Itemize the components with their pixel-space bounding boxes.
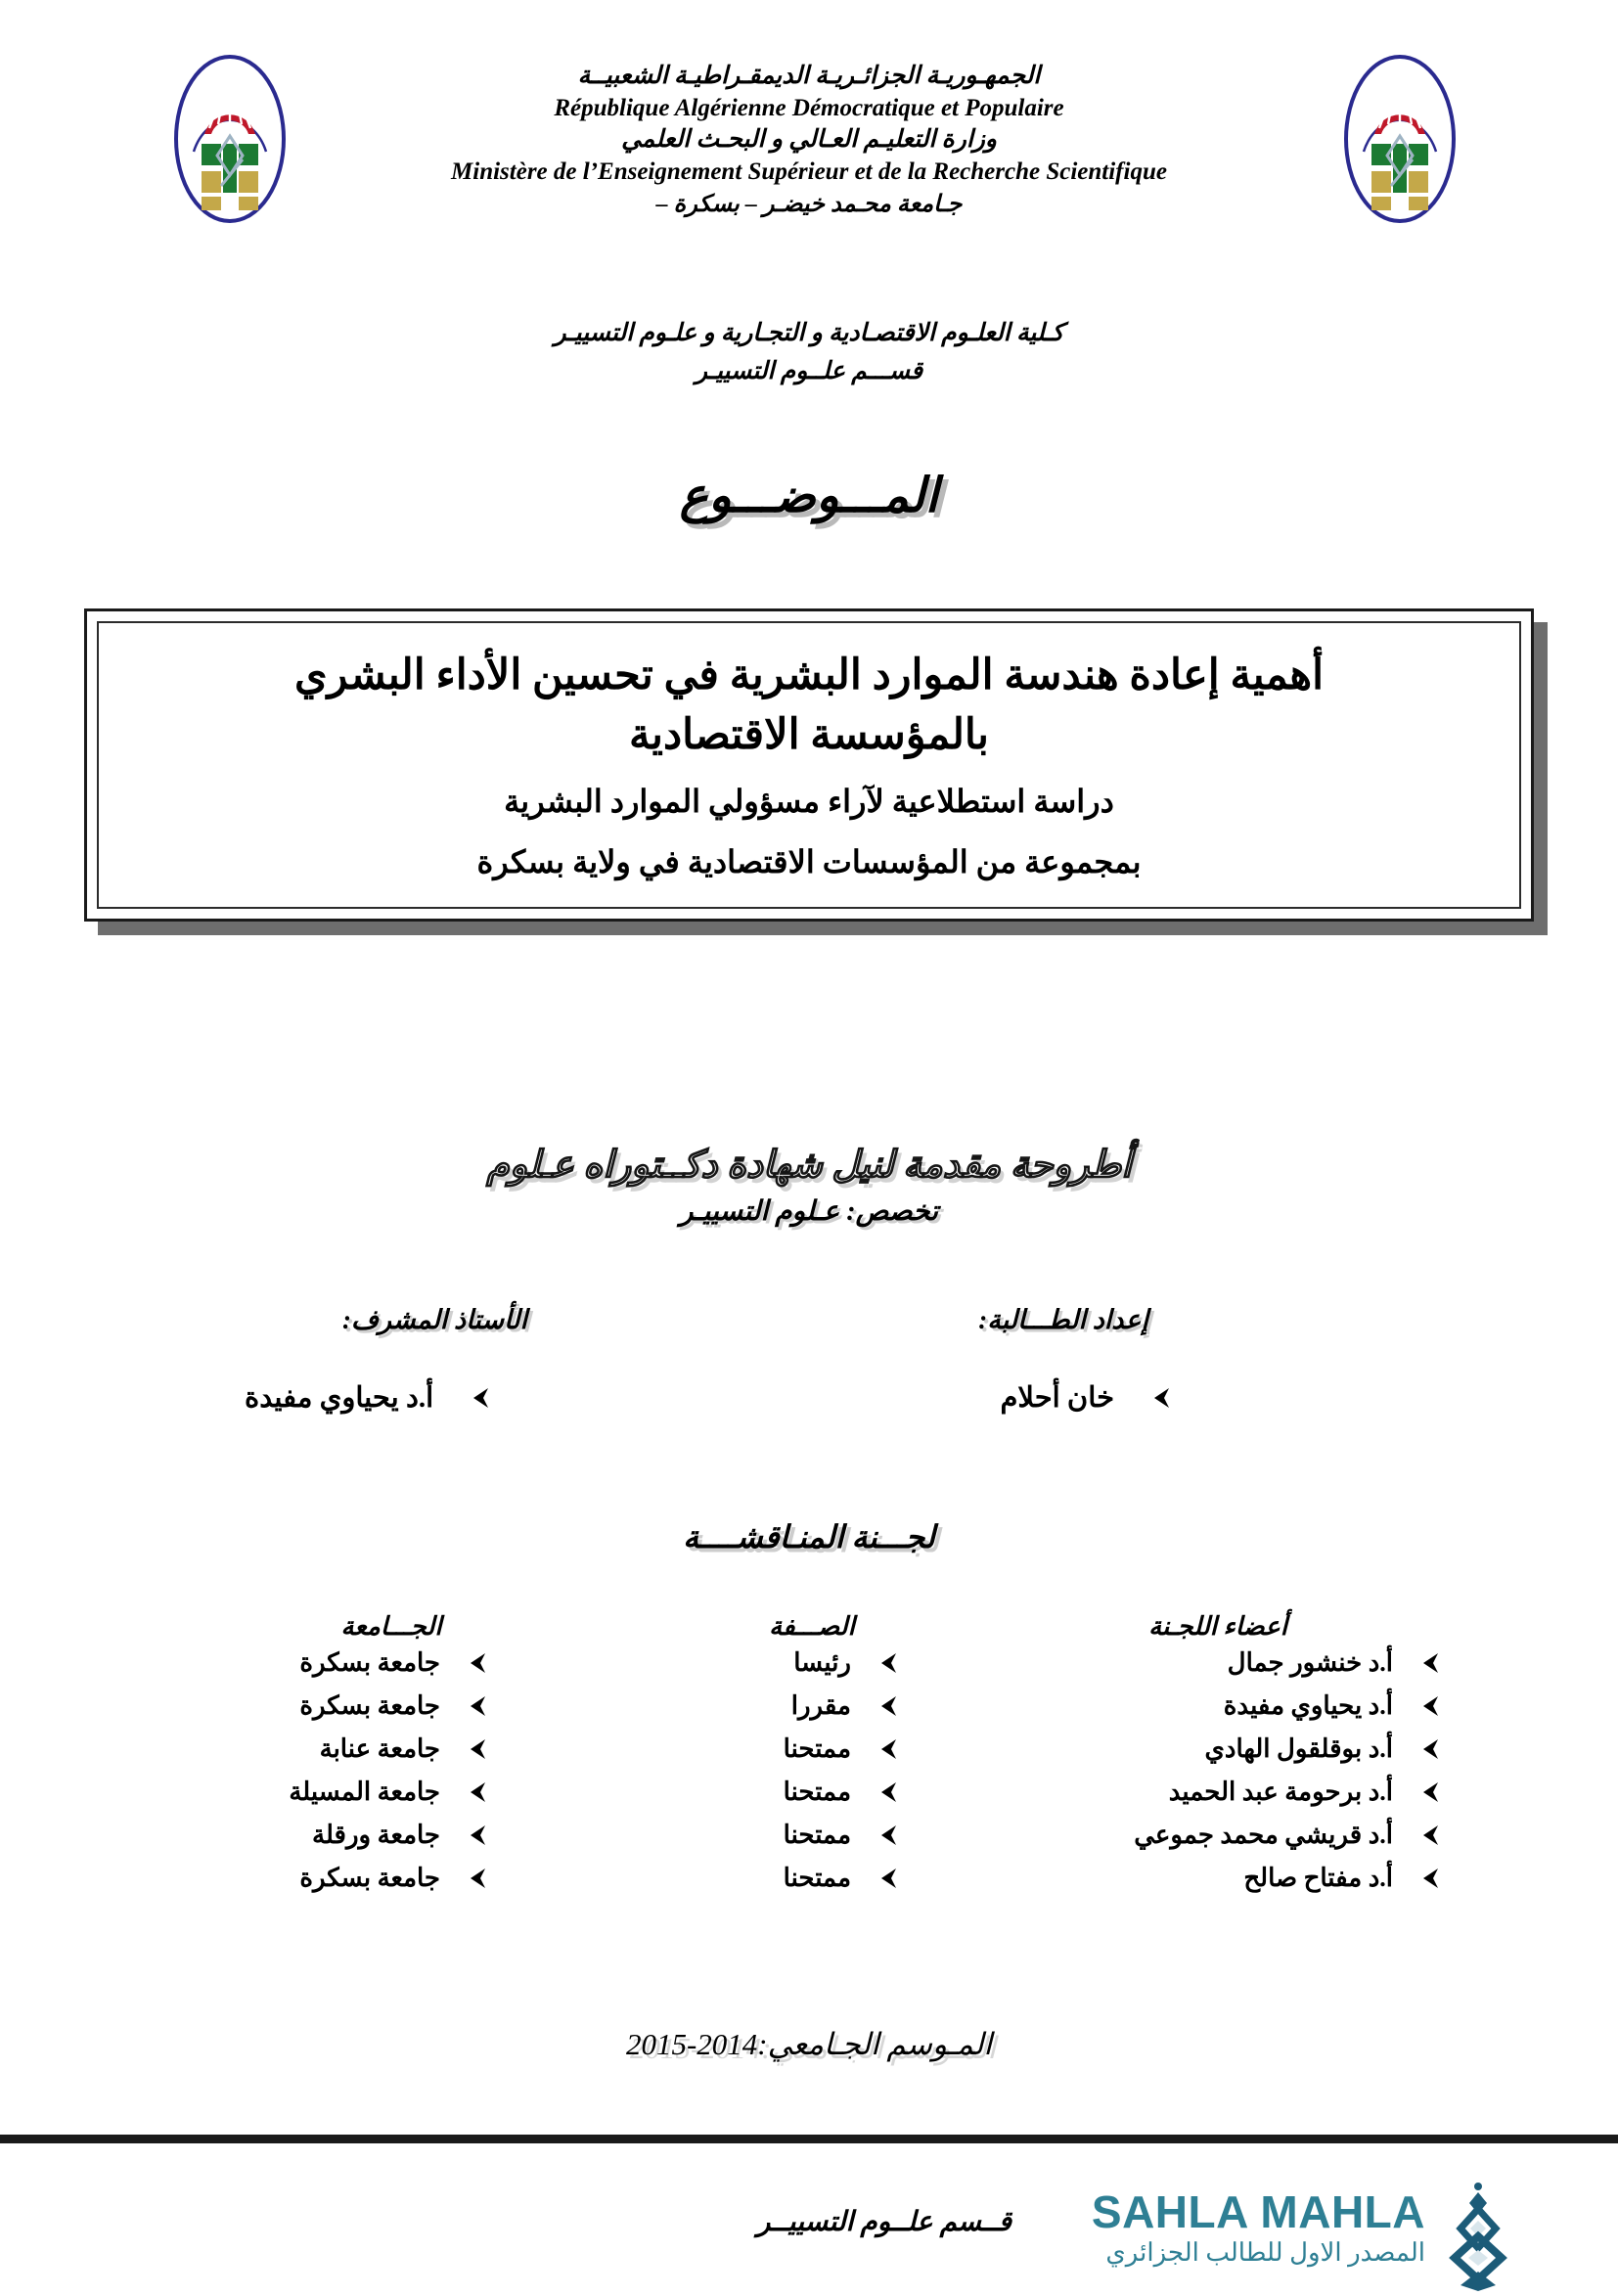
table-row xyxy=(176,1814,1448,1857)
arrow-bullet-icon xyxy=(1416,1866,1442,1891)
committee-member-name: أ.د قريشي محمد جموعي xyxy=(1134,1821,1393,1849)
footer xyxy=(0,2162,1618,2288)
arrow-bullet-icon xyxy=(1147,1385,1173,1411)
table-row xyxy=(176,1728,1448,1771)
thesis-subtitle-line-1: دراسة استطلاعية لآراء مسؤولي الموارد البشرية xyxy=(504,783,1114,819)
arrow-bullet-icon xyxy=(464,1823,489,1848)
student-entry xyxy=(1000,1380,1173,1415)
arrow-bullet-icon xyxy=(464,1693,489,1719)
arrow-bullet-icon xyxy=(1416,1779,1442,1805)
sahla-mahla-brand xyxy=(1061,2182,1531,2289)
committee-member-university: جامعة بسكرة xyxy=(299,1691,440,1720)
ministry-name-arabic: وزارة التعليـم العـالي و البحـث العلمي xyxy=(621,126,997,153)
arrow-bullet-icon xyxy=(1416,1823,1442,1848)
committee-cell-member xyxy=(1027,1771,1448,1814)
column-header-role: الصـــفة xyxy=(769,1612,855,1641)
subject-heading-text: المـــوضـــوع xyxy=(679,469,939,522)
sahla-mahla-diamond-logo-icon xyxy=(1431,2182,1525,2291)
supervisor-name: أ.د يحياوي مفيدة xyxy=(245,1382,434,1414)
republic-name-arabic: الجمهـوريـة الجزائـريـة الديمقـراطيـة الشعبيــة xyxy=(577,63,1041,89)
degree-block xyxy=(0,1143,1618,1228)
faculty-block xyxy=(0,315,1618,391)
committee-cell-university xyxy=(176,1814,607,1857)
arrow-bullet-icon xyxy=(875,1823,900,1848)
arrow-bullet-icon xyxy=(467,1385,492,1411)
brand-text xyxy=(1061,2186,1425,2268)
student-name: خان أحلام xyxy=(1000,1382,1114,1414)
committee-cell-university xyxy=(176,1642,607,1685)
subject-heading xyxy=(0,468,1618,523)
arrow-bullet-icon xyxy=(875,1736,900,1762)
header xyxy=(0,0,1618,293)
committee-cell-role xyxy=(607,1857,1027,1900)
committee-member-role: ممتحنا xyxy=(783,1864,851,1892)
committee-heading-text: لجـــنة المنـاقشــــة xyxy=(683,1519,935,1554)
university-name: جـامعة محـمد خيضـر – بسكرة – xyxy=(655,192,963,217)
committee-cell-university xyxy=(176,1771,607,1814)
faculty-name: كـلية العلـوم الاقتصـادية و التجـارية و علـوم التسييـر xyxy=(554,320,1064,346)
committee-member-role: مقررا xyxy=(790,1691,851,1720)
committee-cell-role xyxy=(607,1771,1027,1814)
table-row xyxy=(176,1771,1448,1814)
committee-header-row xyxy=(176,1612,1448,1642)
people-names-row xyxy=(147,1380,1471,1415)
department-name: قســـم علــوم التسييـر xyxy=(695,357,923,384)
thesis-title-box xyxy=(84,608,1534,922)
arrow-bullet-icon xyxy=(875,1693,900,1719)
arrow-bullet-icon xyxy=(464,1866,489,1891)
committee-member-name: أ.د يحياوي مفيدة xyxy=(1223,1691,1393,1720)
thesis-title-line-1: أهمية إعادة هندسة الموارد البشرية في تحسين الأداء البشري xyxy=(293,652,1325,698)
footer-divider xyxy=(0,2135,1618,2143)
republic-name-french: République Algérienne Démocratique et Populaire xyxy=(554,94,1064,121)
committee-cell-member xyxy=(1027,1728,1448,1771)
supervisor-label: الأستاذ المشرف: xyxy=(342,1305,528,1334)
table-row xyxy=(176,1857,1448,1900)
academic-year-block xyxy=(0,2027,1618,2062)
committee-member-role: ممتحنا xyxy=(783,1734,851,1763)
committee-member-role: ممتحنا xyxy=(783,1778,851,1806)
degree-specialty: تخصص: عـلوم التسييـر xyxy=(679,1196,939,1227)
footer-department: قــسم علــوم التسييــر xyxy=(756,2207,1011,2237)
supervisor-entry xyxy=(245,1380,492,1415)
committee-cell-university xyxy=(176,1857,607,1900)
committee-member-name: أ.د مفتاح صالح xyxy=(1243,1864,1393,1892)
academic-year: المـوسم الجـامعي:2014-2015 xyxy=(625,2027,993,2061)
degree-statement: أطروحة مقدمة لنيل شهادة دكــتوراه عـلوم xyxy=(486,1145,1132,1186)
brand-name: SAHLA MAHLA xyxy=(1091,2186,1425,2237)
committee-cell-role xyxy=(607,1814,1027,1857)
thesis-title-line-2: بالمؤسسة الاقتصادية xyxy=(629,711,989,758)
committee-member-university: جامعة عنابة xyxy=(319,1734,440,1763)
committee-cell-member xyxy=(1027,1814,1448,1857)
committee-cell-member xyxy=(1027,1642,1448,1685)
committee-member-role: ممتحنا xyxy=(783,1821,851,1849)
committee-member-university: جامعة المسيلة xyxy=(289,1778,440,1806)
committee-cell-member xyxy=(1027,1857,1448,1900)
thesis-title-inner xyxy=(97,621,1521,909)
committee-member-role: رئيسا xyxy=(793,1648,851,1677)
arrow-bullet-icon xyxy=(875,1650,900,1676)
arrow-bullet-icon xyxy=(464,1779,489,1805)
column-header-members: أعضاء اللجـنة xyxy=(1148,1612,1287,1641)
committee-member-university: جامعة ورقلة xyxy=(312,1821,440,1849)
committee-cell-university xyxy=(176,1685,607,1728)
arrow-bullet-icon xyxy=(875,1779,900,1805)
people-labels-row xyxy=(147,1305,1471,1335)
arrow-bullet-icon xyxy=(1416,1736,1442,1762)
arrow-bullet-icon xyxy=(875,1866,900,1891)
committee-member-university: جامعة بسكرة xyxy=(299,1864,440,1892)
committee-member-name: أ.د خنشور جمال xyxy=(1227,1648,1393,1677)
committee-cell-role xyxy=(607,1642,1027,1685)
committee-member-name: أ.د برحومة عبد الحميد xyxy=(1168,1778,1393,1806)
committee-cell-role xyxy=(607,1728,1027,1771)
committee-member-university: جامعة بسكرة xyxy=(299,1648,440,1677)
student-label: إعداد الطـــالبة: xyxy=(978,1305,1148,1334)
committee-cell-university xyxy=(176,1728,607,1771)
people-block xyxy=(147,1305,1471,1415)
header-text-block xyxy=(0,61,1618,220)
committee-table-body xyxy=(176,1642,1448,1900)
arrow-bullet-icon xyxy=(464,1650,489,1676)
arrow-bullet-icon xyxy=(1416,1650,1442,1676)
committee-cell-member xyxy=(1027,1685,1448,1728)
table-row xyxy=(176,1642,1448,1685)
brand-tagline: المصدر الاول للطالب الجزائري xyxy=(1105,2237,1425,2267)
committee-heading xyxy=(0,1518,1618,1555)
arrow-bullet-icon xyxy=(464,1736,489,1762)
arrow-bullet-icon xyxy=(1416,1693,1442,1719)
committee-table xyxy=(176,1612,1448,1900)
committee-cell-role xyxy=(607,1685,1027,1728)
committee-member-name: أ.د بوقلقول الهادي xyxy=(1204,1734,1393,1763)
thesis-subtitle-line-2: بمجموعة من المؤسسات الاقتصادية في ولاية بسكرة xyxy=(476,844,1142,880)
column-header-university: الجـــامعة xyxy=(340,1612,442,1641)
table-row xyxy=(176,1685,1448,1728)
ministry-name-french: Ministère de l’Enseignement Supérieur et de la Recherche Scientifique xyxy=(451,158,1167,185)
committee-table-head xyxy=(176,1612,1448,1642)
